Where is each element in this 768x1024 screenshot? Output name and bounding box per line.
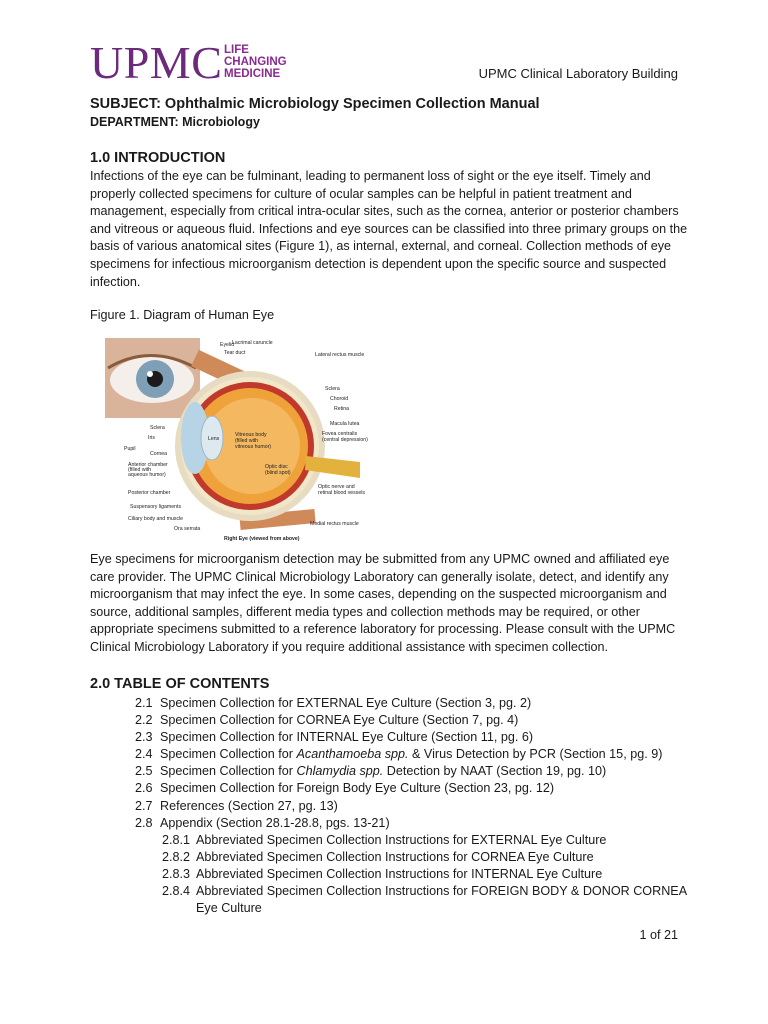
label-iris: Iris xyxy=(148,435,155,441)
toc-item[interactable] xyxy=(90,780,690,797)
toc-number: 2.5 xyxy=(135,764,153,779)
logo-tagline-line: LIFE xyxy=(224,44,249,56)
toc-item[interactable] xyxy=(90,695,690,712)
toc-text: Specimen Collection for xyxy=(160,747,297,762)
intro-heading: 1.0 INTRODUCTION xyxy=(90,150,226,166)
toc-subitem[interactable] xyxy=(90,849,690,866)
toc-text: Specimen Collection for INTERNAL Eye Culture (Section 11, pg. 6) xyxy=(160,730,534,745)
label-macula: Macula lutea xyxy=(330,421,360,427)
label-fovea: Fovea centralis xyxy=(322,431,358,437)
label-vitreous-sub2: vitreous humor) xyxy=(235,444,272,450)
toc-subitem[interactable] xyxy=(90,832,690,849)
logo-tagline-line: CHANGING xyxy=(224,56,287,68)
toc-number: 2.8.2 xyxy=(162,849,191,864)
intro-paragraph: Infections of the eye can be fulminant, leading to permanent loss of sight or the eye itself. Timely and properly collected specimens for culture of ocular samples can be helpful in patient treatment and management, especially from critical intra-ocular sites, such as the cornea, anterior or posterior chambers and vitreous or aqueous fluid. Infections and eye sources can be classified into three primary groups on the basis of various anatomical sites (Figure 1), as internal, external, and corneal. Collection methods of eye specimens for infectious microorganism detection is dependent upon the specific source and suspected infection. xyxy=(90,169,688,289)
label-cornea: Cornea xyxy=(150,451,168,457)
document-department: DEPARTMENT: Microbiology xyxy=(90,115,260,129)
toc-text: Abbreviated Specimen Collection Instructions for EXTERNAL Eye Culture xyxy=(196,832,607,847)
label-vitreous: Vitreous body xyxy=(235,432,267,438)
eye-diagram xyxy=(100,338,400,548)
availability-paragraph: Eye specimens for microorganism detection may be submitted from any UPMC owned and affiliated eye care provider. The UPMC Clinical Microbiology Laboratory can generally isolate, detect, and identify any microorganism that may infect the eye. In some cases, depending on the suspected microorganism and source, additional samples, different media types and collection methods may be required, or other appropriate specimens submitted to a reference laboratory for processing. Please consult with the UPMC Clinical Microbiology Laboratory if you require additional assistance with specimen collection. xyxy=(90,552,676,654)
toc-text: Abbreviated Specimen Collection Instructions for INTERNAL Eye Culture xyxy=(196,866,603,881)
figure-caption: Figure 1. Diagram of Human Eye xyxy=(90,308,275,322)
upmc-logo: UPMC xyxy=(90,37,223,88)
toc-number: 2.6 xyxy=(135,781,153,796)
label-anterior-sub1: (filled with xyxy=(128,467,152,473)
label-optic-disc-sub: (blind spot) xyxy=(265,470,291,476)
toc-number: 2.7 xyxy=(135,798,153,813)
label-optic-nerve: Optic nerve and xyxy=(318,484,355,490)
logo-tagline xyxy=(224,44,287,80)
label-lens: Lens xyxy=(208,436,220,442)
toc-text: References (Section 27, pg. 13) xyxy=(160,798,338,813)
toc-text: & Virus Detection by PCR (Section 15, pg. 9) xyxy=(408,747,663,762)
toc-text-italic: Chlamydia spp. xyxy=(296,764,384,779)
toc-text: Appendix (Section 28.1-28.8, pgs. 13-21) xyxy=(160,815,390,830)
label-ora: Ora serrata xyxy=(174,526,201,532)
toc-subitem[interactable] xyxy=(90,883,690,900)
toc-text: Detection by NAAT (Section 19, pg. 10) xyxy=(383,764,607,779)
toc-item[interactable] xyxy=(90,815,690,832)
label-lateral-rectus: Lateral rectus muscle xyxy=(315,352,365,358)
label-sclera-left: Sclera xyxy=(150,425,165,431)
page-number: 1 of 21 xyxy=(639,928,678,942)
label-eyelid: Eyelid xyxy=(220,342,235,348)
label-anterior: Anterior chamber xyxy=(128,462,168,468)
label-retina: Retina xyxy=(334,406,349,412)
label-optic-disc: Optic disc xyxy=(265,464,288,470)
label-sclera-right: Sclera xyxy=(325,386,340,392)
toc-number: 2.2 xyxy=(135,713,153,728)
label-right-eye: Right Eye (viewed from above) xyxy=(224,536,300,542)
label-optic-nerve-sub: retinal blood vessels xyxy=(318,490,366,496)
toc-text: Specimen Collection for Foreign Body Eye Culture (Section 23, pg. 12) xyxy=(160,781,555,796)
toc-subitem-continuation: Eye Culture xyxy=(196,901,262,916)
label-medial-rectus: Medial rectus muscle xyxy=(310,521,359,527)
toc-number: 2.8.3 xyxy=(162,866,191,881)
label-anterior-sub2: aqueous humor) xyxy=(128,472,166,478)
toc-text: Specimen Collection for CORNEA Eye Culture (Section 7, pg. 4) xyxy=(160,713,519,728)
toc-text: Abbreviated Specimen Collection Instructions for FOREIGN BODY & DONOR CORNEA xyxy=(196,884,688,899)
toc-number: 2.1 xyxy=(135,696,153,710)
toc-heading: 2.0 TABLE OF CONTENTS xyxy=(90,676,270,692)
label-suspensory: Suspensory ligaments xyxy=(130,504,182,510)
document-subject: SUBJECT: Ophthalmic Microbiology Specimen Collection Manual xyxy=(90,96,540,112)
toc-number: 2.8.1 xyxy=(162,832,191,847)
toc-item[interactable] xyxy=(90,763,690,780)
toc-number: 2.4 xyxy=(135,747,153,762)
toc-number: 2.3 xyxy=(135,730,153,745)
label-choroid: Choroid xyxy=(330,396,349,402)
label-fovea-sub: (central depression) xyxy=(322,437,368,443)
toc-text: Specimen Collection for xyxy=(160,764,297,779)
toc-number: 2.8 xyxy=(135,815,153,830)
label-pupil: Pupil xyxy=(124,446,136,452)
label-posterior: Posterior chamber xyxy=(128,490,171,496)
header-building: UPMC Clinical Laboratory Building xyxy=(478,66,678,81)
label-vitreous-sub1: (filled with xyxy=(235,438,259,444)
label-ciliary: Ciliary body and muscle xyxy=(128,516,184,522)
label-lacrimal: Lacrimal caruncle xyxy=(232,340,273,346)
toc-number: 2.8.4 xyxy=(162,884,191,899)
table-of-contents xyxy=(90,695,690,917)
toc-item[interactable] xyxy=(90,729,690,746)
label-tear-duct: Tear duct xyxy=(224,350,246,356)
toc-item[interactable] xyxy=(90,746,690,763)
toc-item[interactable] xyxy=(90,798,690,815)
toc-subitem[interactable] xyxy=(90,866,690,883)
toc-text: Abbreviated Specimen Collection Instructions for CORNEA Eye Culture xyxy=(196,849,594,864)
toc-text-italic: Acanthamoeba spp. xyxy=(296,747,409,762)
toc-text: Specimen Collection for EXTERNAL Eye Culture (Section 3, pg. 2) xyxy=(160,696,532,710)
toc-item[interactable] xyxy=(90,712,690,729)
logo-tagline-line: MEDICINE xyxy=(224,68,281,80)
